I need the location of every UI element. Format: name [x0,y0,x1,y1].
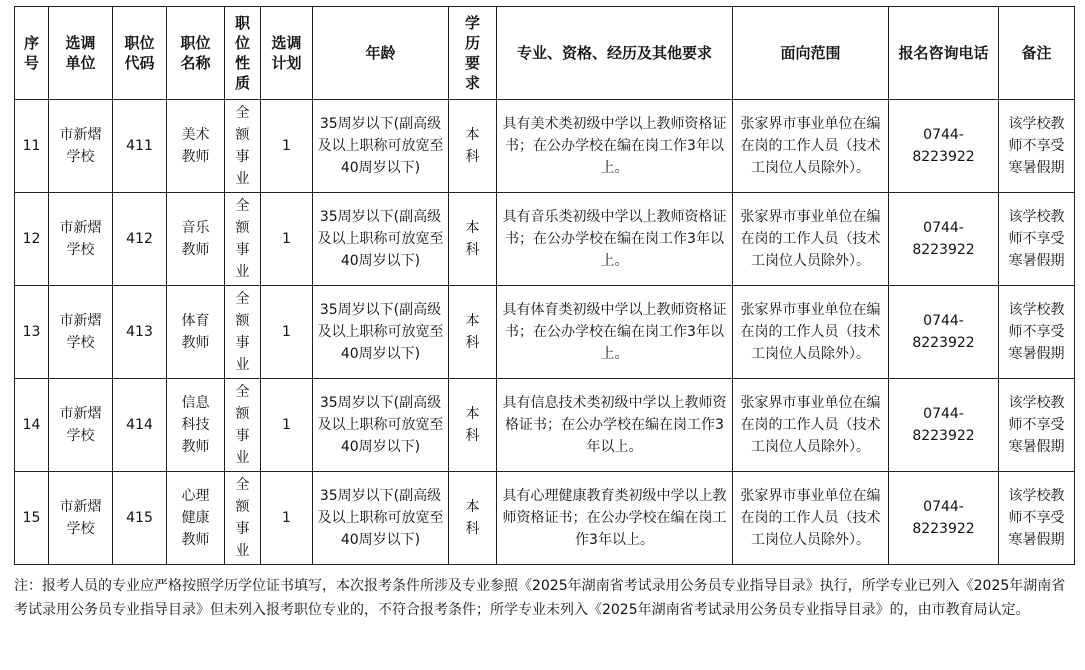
cell-edu: 本科 [449,193,497,286]
cell-age: 35周岁以下(副高级及以上职称可放宽至40周岁以下) [313,193,449,286]
header-name: 职位名称 [167,7,225,100]
header-nature: 职位性质 [225,7,261,100]
header-code: 职位代码 [113,7,167,100]
cell-plan: 1 [261,193,313,286]
cell-scope: 张家界市事业单位在编在岗的工作人员（技术工岗位人员除外）。 [733,379,889,472]
cell-scope: 张家界市事业单位在编在岗的工作人员（技术工岗位人员除外）。 [733,472,889,565]
cell-no: 13 [15,286,49,379]
cell-req: 具有音乐类初级中学以上教师资格证书；在公办学校在编在岗工作3年以上。 [497,193,733,286]
cell-name: 美术教师 [167,100,225,193]
cell-nature: 全额事业 [225,286,261,379]
cell-plan: 1 [261,100,313,193]
cell-req: 具有心理健康教育类初级中学以上教师资格证书；在公办学校在编在岗工作3年以上。 [497,472,733,565]
cell-unit: 市新熠学校 [49,379,113,472]
table-row [15,286,1075,379]
cell-edu: 本科 [449,100,497,193]
cell-phone: 0744-8223922 [889,193,999,286]
cell-code: 413 [113,286,167,379]
cell-scope: 张家界市事业单位在编在岗的工作人员（技术工岗位人员除外）。 [733,193,889,286]
cell-edu: 本科 [449,472,497,565]
cell-code: 415 [113,472,167,565]
cell-no: 15 [15,472,49,565]
cell-name: 心理健康教师 [167,472,225,565]
cell-age: 35周岁以下(副高级及以上职称可放宽至40周岁以下) [313,472,449,565]
cell-no: 12 [15,193,49,286]
table-row [15,100,1075,193]
header-row [15,7,1075,100]
cell-req: 具有美术类初级中学以上教师资格证书；在公办学校在编在岗工作3年以上。 [497,100,733,193]
cell-phone: 0744-8223922 [889,472,999,565]
header-edu: 学历要求 [449,7,497,100]
cell-phone: 0744-8223922 [889,286,999,379]
cell-age: 35周岁以下(副高级及以上职称可放宽至40周岁以下) [313,379,449,472]
cell-remark: 该学校教师不享受寒暑假期 [999,193,1075,286]
cell-name: 音乐教师 [167,193,225,286]
cell-unit: 市新熠学校 [49,193,113,286]
cell-plan: 1 [261,472,313,565]
recruitment-table [14,6,1075,565]
header-age: 年龄 [313,7,449,100]
cell-nature: 全额事业 [225,472,261,565]
cell-remark: 该学校教师不享受寒暑假期 [999,100,1075,193]
cell-unit: 市新熠学校 [49,286,113,379]
cell-nature: 全额事业 [225,193,261,286]
header-plan: 选调计划 [261,7,313,100]
header-scope: 面向范围 [733,7,889,100]
header-no: 序号 [15,7,49,100]
header-req: 专业、资格、经历及其他要求 [497,7,733,100]
cell-name: 体育教师 [167,286,225,379]
cell-phone: 0744-8223922 [889,379,999,472]
cell-no: 11 [15,100,49,193]
header-unit: 选调单位 [49,7,113,100]
cell-age: 35周岁以下(副高级及以上职称可放宽至40周岁以下) [313,286,449,379]
cell-remark: 该学校教师不享受寒暑假期 [999,379,1075,472]
cell-unit: 市新熠学校 [49,100,113,193]
cell-req: 具有信息技术类初级中学以上教师资格证书；在公办学校在编在岗工作3年以上。 [497,379,733,472]
cell-plan: 1 [261,286,313,379]
cell-edu: 本科 [449,286,497,379]
table-row [15,379,1075,472]
cell-code: 414 [113,379,167,472]
table-row [15,472,1075,565]
footnote: 注：报考人员的专业应严格按照学历学位证书填写，本次报考条件所涉及专业参照《2025年湖南省考试录用公务员专业指导目录》执行，所学专业已列入《2025年湖南省考试录用公务员专业指导目录》但未列入报考职位专业的，不符合报考条件；所学专业未列入《2025年湖南省考试录用公务员专业指导目录》的，由市教育局认定。 [14,578,1066,618]
cell-req: 具有体育类初级中学以上教师资格证书；在公办学校在编在岗工作3年以上。 [497,286,733,379]
cell-plan: 1 [261,379,313,472]
cell-scope: 张家界市事业单位在编在岗的工作人员（技术工岗位人员除外）。 [733,100,889,193]
cell-remark: 该学校教师不享受寒暑假期 [999,286,1075,379]
cell-age: 35周岁以下(副高级及以上职称可放宽至40周岁以下) [313,100,449,193]
cell-phone: 0744-8223922 [889,100,999,193]
table-row [15,193,1075,286]
header-remark: 备注 [999,7,1075,100]
cell-code: 412 [113,193,167,286]
cell-edu: 本科 [449,379,497,472]
header-phone: 报名咨询电话 [889,7,999,100]
cell-code: 411 [113,100,167,193]
cell-remark: 该学校教师不享受寒暑假期 [999,472,1075,565]
cell-scope: 张家界市事业单位在编在岗的工作人员（技术工岗位人员除外）。 [733,286,889,379]
cell-name: 信息科技教师 [167,379,225,472]
cell-nature: 全额事业 [225,379,261,472]
cell-nature: 全额事业 [225,100,261,193]
cell-no: 14 [15,379,49,472]
cell-unit: 市新熠学校 [49,472,113,565]
